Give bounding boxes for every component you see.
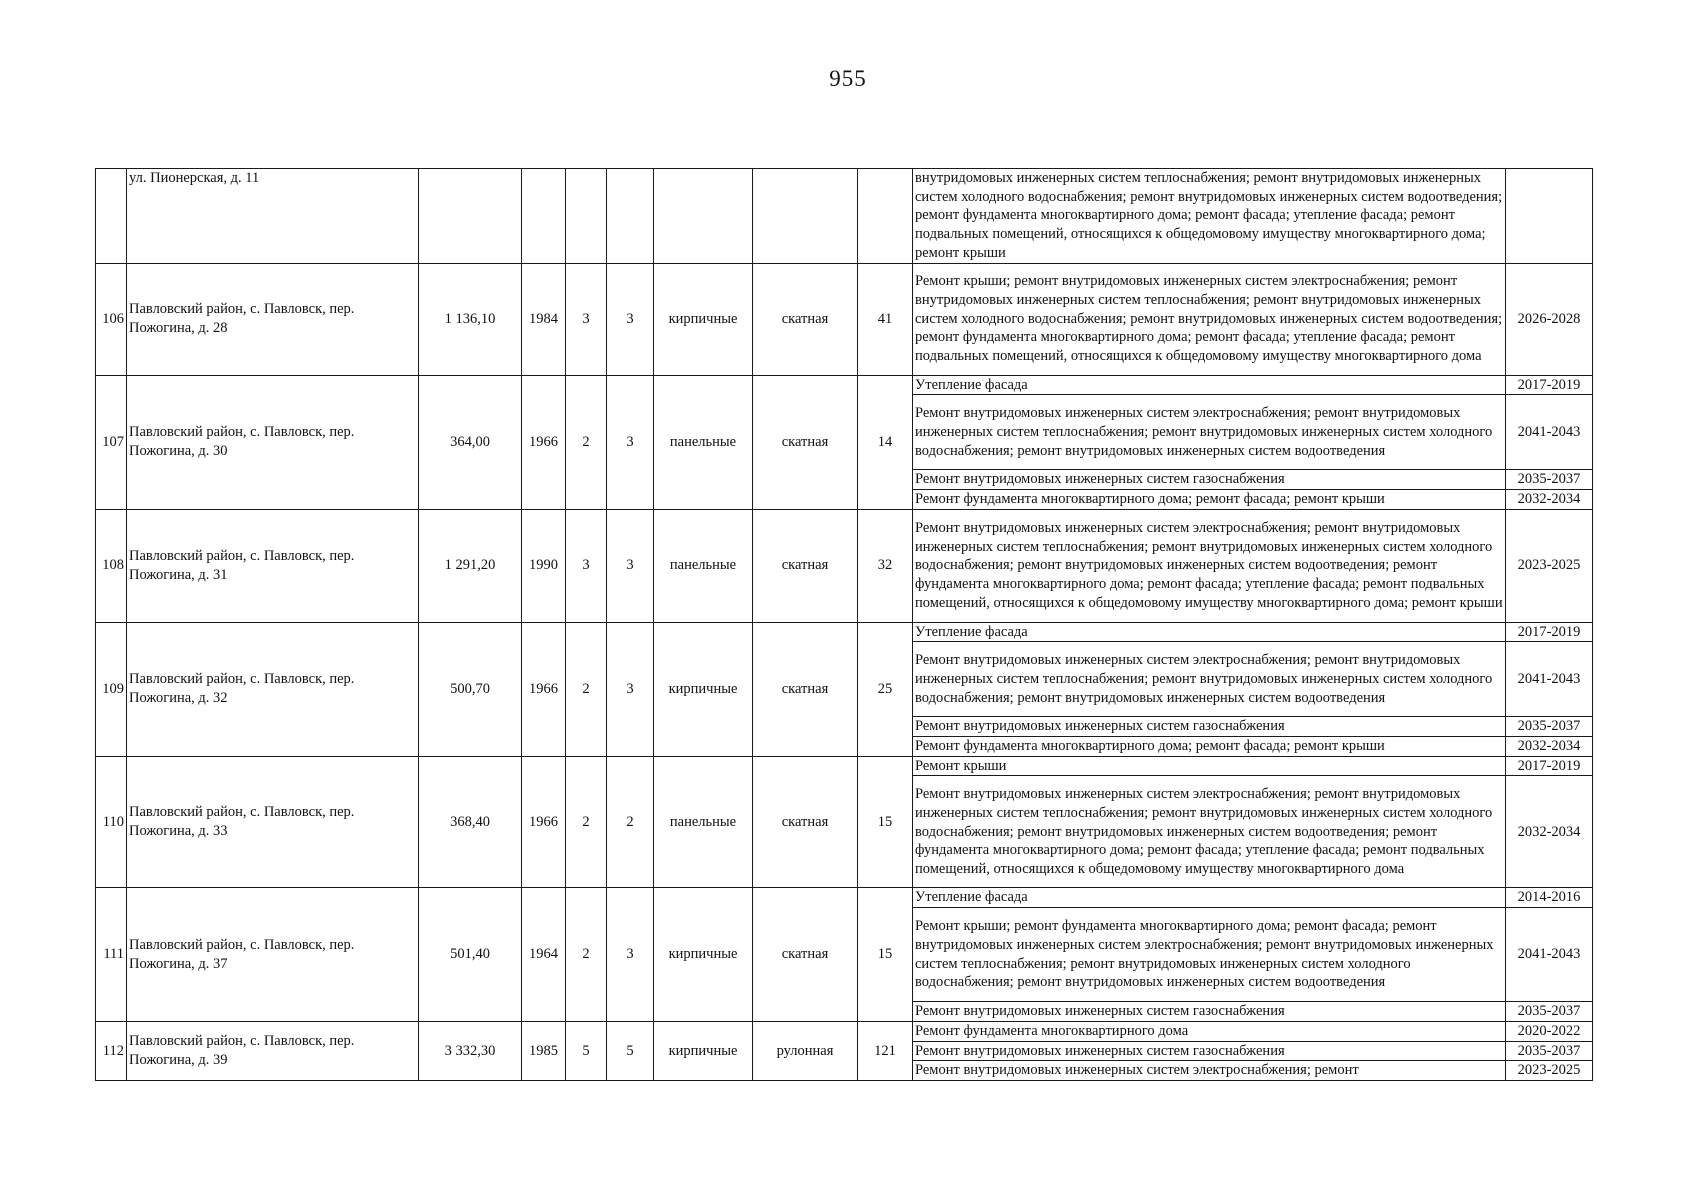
period-cell: 2017-2019 xyxy=(1506,375,1593,395)
floors-max-cell: 3 xyxy=(607,888,654,1021)
floors-min-cell: 3 xyxy=(566,263,607,375)
walls-material-cell: панельные xyxy=(654,756,753,888)
year-cell: 1984 xyxy=(522,263,566,375)
period-cell: 2014-2016 xyxy=(1506,888,1593,908)
works-cell: Ремонт внутридомовых инженерных систем электроснабжения; ремонт внутридомовых инженерных систем теплоснабжения; ремонт внутридомовых инженерных систем холодного водоснабжения; ремонт внутридомовых инженерных систем водоотведения; ремонт фундамента многоквартирного дома; ремонт фасада; утепление фасада; ремонт подвальных помещений, относящихся к общедомовому имуществу многоквартирного дома; ремонт крыши xyxy=(913,509,1506,622)
period-cell: 2023-2025 xyxy=(1506,1061,1593,1081)
page-number: 955 xyxy=(829,66,867,91)
area-cell: 501,40 xyxy=(419,888,522,1021)
area-cell: 1 136,10 xyxy=(419,263,522,375)
walls-material-cell: кирпичные xyxy=(654,622,753,756)
works-cell: Утепление фасада xyxy=(913,888,1506,908)
period-cell: 2020-2022 xyxy=(1506,1021,1593,1041)
table-row xyxy=(96,888,1593,908)
repair-program-table xyxy=(95,168,1593,1081)
floors-min-cell: 5 xyxy=(566,1021,607,1080)
address-cell: Павловский район, с. Павловск, пер. Пожогина, д. 30 xyxy=(127,375,419,509)
roof-type-cell: скатная xyxy=(753,263,858,375)
roof-type-cell xyxy=(753,169,858,264)
table-row xyxy=(96,263,1593,375)
address-cell: Павловский район, с. Павловск, пер. Пожогина, д. 28 xyxy=(127,263,419,375)
works-cell: Ремонт крыши; ремонт внутридомовых инженерных систем электроснабжения; ремонт внутридомовых инженерных систем теплоснабжения; ремонт внутридомовых инженерных систем холодного водоснабжения; ремонт внутридомовых инженерных систем водоотведения; ремонт фундамента многоквартирного дома; ремонт фасада; утепление фасада; ремонт подвальных помещений, относящихся к общедомовому имуществу многоквартирного дома xyxy=(913,263,1506,375)
works-cell: Утепление фасада xyxy=(913,375,1506,395)
floors-max-cell: 3 xyxy=(607,622,654,756)
row-number: 110 xyxy=(96,756,127,888)
works-cell: Ремонт фундамента многоквартирного дома; ремонт фасада; ремонт крыши xyxy=(913,737,1506,757)
walls-material-cell: кирпичные xyxy=(654,263,753,375)
works-cell: Ремонт внутридомовых инженерных систем электроснабжения; ремонт внутридомовых инженерных систем теплоснабжения; ремонт внутридомовых инженерных систем холодного водоснабжения; ремонт внутридомовых инженерных систем водоотведения; ремонт фундамента многоквартирного дома; ремонт фасада; утепление фасада; ремонт подвальных помещений, относящихся к общедомовому имуществу многоквартирного дома xyxy=(913,776,1506,888)
period-cell: 2035-2037 xyxy=(1506,1002,1593,1022)
table-row xyxy=(96,509,1593,622)
walls-material-cell: кирпичные xyxy=(654,888,753,1021)
row-number: 112 xyxy=(96,1021,127,1080)
period-cell: 2023-2025 xyxy=(1506,509,1593,622)
residents-cell: 25 xyxy=(858,622,913,756)
floors-max-cell xyxy=(607,169,654,264)
area-cell: 368,40 xyxy=(419,756,522,888)
floors-min-cell: 2 xyxy=(566,622,607,756)
area-cell: 364,00 xyxy=(419,375,522,509)
period-cell: 2032-2034 xyxy=(1506,489,1593,509)
walls-material-cell: кирпичные xyxy=(654,1021,753,1080)
works-cell: Ремонт внутридомовых инженерных систем электроснабжения; ремонт xyxy=(913,1061,1506,1081)
row-number: 106 xyxy=(96,263,127,375)
works-cell: Ремонт внутридомовых инженерных систем газоснабжения xyxy=(913,717,1506,737)
row-number: 107 xyxy=(96,375,127,509)
table-row xyxy=(96,756,1593,776)
period-cell: 2017-2019 xyxy=(1506,622,1593,642)
residents-cell: 15 xyxy=(858,888,913,1021)
works-cell: Ремонт фундамента многоквартирного дома; ремонт фасада; ремонт крыши xyxy=(913,489,1506,509)
floors-min-cell xyxy=(566,169,607,264)
roof-type-cell: скатная xyxy=(753,622,858,756)
row-number: 111 xyxy=(96,888,127,1021)
year-cell: 1990 xyxy=(522,509,566,622)
period-cell: 2041-2043 xyxy=(1506,642,1593,717)
table-row xyxy=(96,375,1593,395)
floors-max-cell: 3 xyxy=(607,375,654,509)
period-cell: 2032-2034 xyxy=(1506,776,1593,888)
year-cell: 1966 xyxy=(522,622,566,756)
roof-type-cell: рулонная xyxy=(753,1021,858,1080)
walls-material-cell xyxy=(654,169,753,264)
area-cell: 3 332,30 xyxy=(419,1021,522,1080)
floors-min-cell: 3 xyxy=(566,509,607,622)
year-cell: 1966 xyxy=(522,756,566,888)
residents-cell: 121 xyxy=(858,1021,913,1080)
floors-max-cell: 3 xyxy=(607,263,654,375)
address-cell: Павловский район, с. Павловск, пер. Пожогина, д. 37 xyxy=(127,888,419,1021)
residents-cell: 15 xyxy=(858,756,913,888)
works-cell: Ремонт фундамента многоквартирного дома xyxy=(913,1021,1506,1041)
year-cell xyxy=(522,169,566,264)
walls-material-cell: панельные xyxy=(654,509,753,622)
area-cell: 1 291,20 xyxy=(419,509,522,622)
roof-type-cell: скатная xyxy=(753,509,858,622)
works-cell: Ремонт крыши xyxy=(913,756,1506,776)
floors-min-cell: 2 xyxy=(566,756,607,888)
works-cell: внутридомовых инженерных систем теплоснабжения; ремонт внутридомовых инженерных систем холодного водоснабжения; ремонт внутридомовых инженерных систем водоотведения; ремонт фундамента многоквартирного дома; ремонт фасада; утепление фасада; ремонт подвальных помещений, относящихся к общедомовому имуществу многоквартирного дома; ремонт крыши xyxy=(913,169,1506,264)
floors-max-cell: 3 xyxy=(607,509,654,622)
works-cell: Ремонт внутридомовых инженерных систем газоснабжения xyxy=(913,1002,1506,1022)
residents-cell: 32 xyxy=(858,509,913,622)
table-row xyxy=(96,169,1593,264)
floors-min-cell: 2 xyxy=(566,888,607,1021)
address-cell: Павловский район, с. Павловск, пер. Пожогина, д. 32 xyxy=(127,622,419,756)
period-cell: 2035-2037 xyxy=(1506,470,1593,490)
period-cell: 2035-2037 xyxy=(1506,1041,1593,1061)
area-cell xyxy=(419,169,522,264)
area-cell: 500,70 xyxy=(419,622,522,756)
floors-max-cell: 5 xyxy=(607,1021,654,1080)
period-cell: 2041-2043 xyxy=(1506,908,1593,1002)
year-cell: 1966 xyxy=(522,375,566,509)
roof-type-cell: скатная xyxy=(753,375,858,509)
row-number: 109 xyxy=(96,622,127,756)
period-cell: 2041-2043 xyxy=(1506,395,1593,470)
row-number xyxy=(96,169,127,264)
period-cell: 2017-2019 xyxy=(1506,756,1593,776)
address-cell: Павловский район, с. Павловск, пер. Пожогина, д. 33 xyxy=(127,756,419,888)
residents-cell: 41 xyxy=(858,263,913,375)
year-cell: 1985 xyxy=(522,1021,566,1080)
year-cell: 1964 xyxy=(522,888,566,1021)
roof-type-cell: скатная xyxy=(753,888,858,1021)
period-cell xyxy=(1506,169,1593,264)
floors-max-cell: 2 xyxy=(607,756,654,888)
works-cell: Ремонт внутридомовых инженерных систем электроснабжения; ремонт внутридомовых инженерных систем теплоснабжения; ремонт внутридомовых инженерных систем холодного водоснабжения; ремонт внутридомовых инженерных систем водоотведения xyxy=(913,642,1506,717)
residents-cell: 14 xyxy=(858,375,913,509)
works-cell: Утепление фасада xyxy=(913,622,1506,642)
works-cell: Ремонт внутридомовых инженерных систем электроснабжения; ремонт внутридомовых инженерных систем теплоснабжения; ремонт внутридомовых инженерных систем холодного водоснабжения; ремонт внутридомовых инженерных систем водоотведения xyxy=(913,395,1506,470)
row-number: 108 xyxy=(96,509,127,622)
walls-material-cell: панельные xyxy=(654,375,753,509)
table-body xyxy=(96,169,1593,1081)
address-cell: Павловский район, с. Павловск, пер. Пожогина, д. 31 xyxy=(127,509,419,622)
works-cell: Ремонт внутридомовых инженерных систем газоснабжения xyxy=(913,1041,1506,1061)
works-cell: Ремонт внутридомовых инженерных систем газоснабжения xyxy=(913,470,1506,490)
works-cell: Ремонт крыши; ремонт фундамента многоквартирного дома; ремонт фасада; ремонт внутридомовых инженерных систем электроснабжения; ремонт внутридомовых инженерных систем теплоснабжения; ремонт внутридомовых инженерных систем холодного водоснабжения; ремонт внутридомовых инженерных систем водоотведения xyxy=(913,908,1506,1002)
period-cell: 2035-2037 xyxy=(1506,717,1593,737)
floors-min-cell: 2 xyxy=(566,375,607,509)
roof-type-cell: скатная xyxy=(753,756,858,888)
address-cell: Павловский район, с. Павловск, пер. Пожогина, д. 39 xyxy=(127,1021,419,1080)
table-row xyxy=(96,1021,1593,1041)
table-row xyxy=(96,622,1593,642)
residents-cell xyxy=(858,169,913,264)
period-cell: 2026-2028 xyxy=(1506,263,1593,375)
address-cell: ул. Пионерская, д. 11 xyxy=(127,169,419,264)
period-cell: 2032-2034 xyxy=(1506,737,1593,757)
